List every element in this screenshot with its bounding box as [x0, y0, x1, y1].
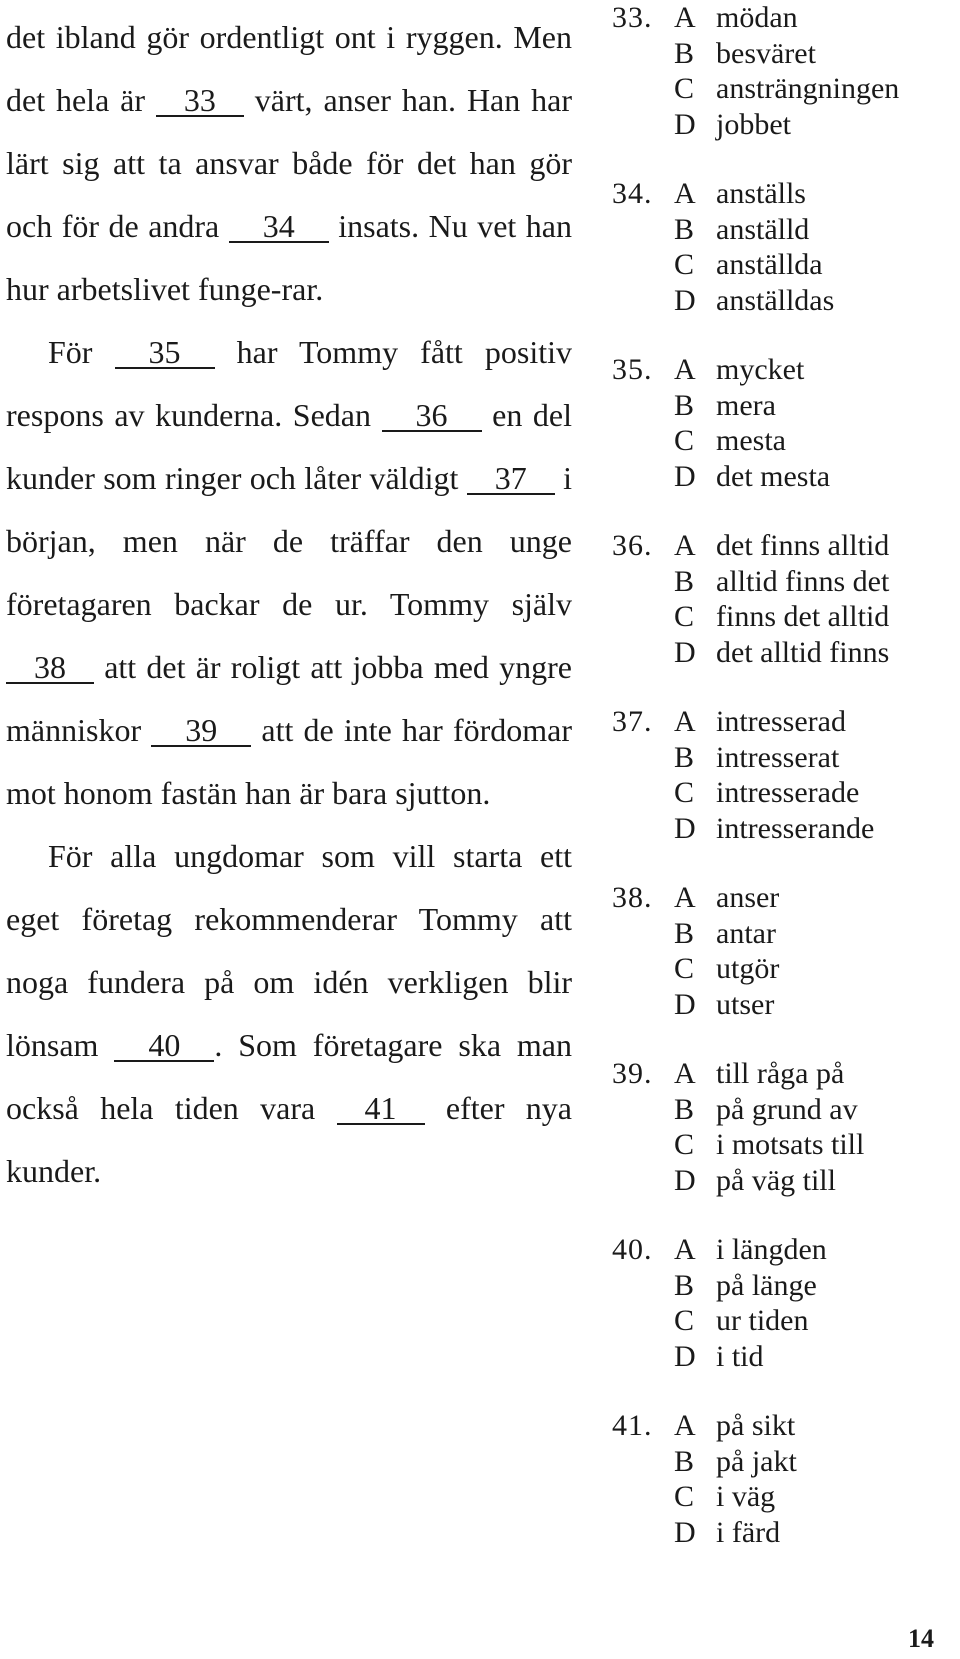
- option-text: jobbet: [716, 107, 791, 141]
- question-block: [612, 1056, 952, 1198]
- option-letter: A: [674, 705, 696, 738]
- option-letter: B: [674, 564, 695, 598]
- option-text: på väg till: [716, 1163, 836, 1197]
- answer-option[interactable]: [612, 176, 952, 212]
- blank-41: 41: [337, 1093, 425, 1125]
- blank-37: 37: [467, 463, 555, 495]
- question-block: [612, 352, 952, 494]
- blank-39: 39: [151, 715, 251, 747]
- question-number-spacer: [612, 1444, 674, 1480]
- option-text: finns det alltid: [716, 600, 890, 633]
- question-number-spacer: [612, 987, 674, 1023]
- answer-option[interactable]: [612, 459, 952, 495]
- passage-text-segment: en del kunder som ringer och låter väldigt: [6, 397, 572, 496]
- passage-text: [6, 6, 572, 1203]
- option-text: antar: [716, 916, 776, 950]
- question-number: 33.: [612, 1, 653, 34]
- question-number-spacer: [612, 1339, 674, 1375]
- option-text: i tid: [716, 1339, 764, 1373]
- question-number: 39.: [612, 1057, 653, 1090]
- answer-option[interactable]: [612, 775, 952, 811]
- question-number-spacer: [612, 635, 674, 671]
- answer-option[interactable]: [612, 1408, 952, 1444]
- option-letter: D: [674, 987, 696, 1021]
- option-text: utser: [716, 987, 775, 1021]
- option-text: i längden: [716, 1233, 827, 1266]
- question-number-spacer: [612, 1303, 674, 1339]
- question-block: [612, 880, 952, 1022]
- question-number-spacer: [612, 775, 674, 811]
- answer-option[interactable]: [612, 1268, 952, 1304]
- answer-option[interactable]: [612, 1444, 952, 1480]
- question-block: [612, 1232, 952, 1374]
- passage-text-segment: värt, anser han. Han har lärt sig att ta ansvar både för det han gör och för de andra: [6, 82, 573, 244]
- option-text: mera: [716, 388, 776, 422]
- question-number-spacer: [612, 36, 674, 72]
- option-text: på sikt: [716, 1409, 796, 1442]
- option-text: anställd: [716, 212, 810, 246]
- answer-option[interactable]: [612, 212, 952, 248]
- option-letter: D: [674, 459, 696, 493]
- option-text: ur tiden: [716, 1304, 809, 1337]
- question-number-spacer: [612, 1163, 674, 1199]
- option-text: alltid finns det: [716, 564, 890, 598]
- answer-option[interactable]: [612, 635, 952, 671]
- question-number-spacer: [612, 107, 674, 143]
- question-number-spacer: [612, 283, 674, 319]
- answer-option[interactable]: [612, 247, 952, 283]
- option-text: i väg: [716, 1480, 776, 1513]
- paragraph-3: [6, 825, 572, 1203]
- question-number-spacer: [612, 388, 674, 424]
- answer-option[interactable]: [612, 0, 952, 36]
- option-letter: B: [674, 1444, 695, 1478]
- passage-text-segment: att de inte har fördomar mot honom fastän han är bara sjutton.: [6, 712, 573, 811]
- option-text: det finns alltid: [716, 529, 890, 562]
- option-letter: D: [674, 1515, 696, 1549]
- question-number-spacer: [612, 459, 674, 495]
- answer-option[interactable]: [612, 1515, 952, 1551]
- question-number: 41.: [612, 1409, 653, 1442]
- option-text: det alltid finns: [716, 635, 890, 669]
- answer-option[interactable]: [612, 880, 952, 916]
- option-text: i färd: [716, 1515, 781, 1549]
- answer-option[interactable]: [612, 1056, 952, 1092]
- blank-35: 35: [115, 337, 215, 369]
- answer-option[interactable]: [612, 352, 952, 388]
- passage-text-segment: . Som företagare ska man också hela tiden vara: [6, 1027, 572, 1126]
- option-letter: D: [674, 1339, 696, 1373]
- option-text: intresserande: [716, 811, 875, 845]
- option-letter: B: [674, 1268, 695, 1302]
- option-letter: D: [674, 283, 696, 317]
- question-number-spacer: [612, 247, 674, 283]
- page-number: 14: [908, 1624, 934, 1653]
- option-text: mesta: [716, 424, 786, 457]
- option-letter: A: [674, 1057, 696, 1090]
- option-text: det mesta: [716, 459, 831, 493]
- answer-option[interactable]: [612, 71, 952, 107]
- option-letter: C: [674, 952, 695, 985]
- answer-option[interactable]: [612, 704, 952, 740]
- blank-33: 33: [156, 85, 244, 117]
- question-number-spacer: [612, 1127, 674, 1163]
- answer-option[interactable]: [612, 564, 952, 600]
- option-letter: B: [674, 1092, 695, 1126]
- question-number-spacer: [612, 212, 674, 248]
- answer-option[interactable]: [612, 36, 952, 72]
- answer-option[interactable]: [612, 740, 952, 776]
- passage-text-segment: i början, men när de träffar den unge företagaren backar de ur. Tommy själv: [6, 460, 573, 622]
- question-number-spacer: [612, 1268, 674, 1304]
- option-letter: A: [674, 177, 696, 210]
- option-letter: C: [674, 1304, 695, 1337]
- passage-text-segment: insats. Nu vet han hur arbetslivet funge-rar.: [6, 208, 573, 307]
- answer-option[interactable]: [612, 916, 952, 952]
- answer-option[interactable]: [612, 599, 952, 635]
- passage-text-segment: har Tommy fått positiv respons av kunderna. Sedan: [6, 334, 573, 433]
- option-text: ansträngningen: [716, 72, 900, 105]
- option-letter: C: [674, 1128, 695, 1161]
- option-text: anställs: [716, 177, 806, 210]
- answer-option[interactable]: [612, 1127, 952, 1163]
- question-number-spacer: [612, 1092, 674, 1128]
- option-text: på jakt: [716, 1444, 797, 1478]
- option-text: anställdas: [716, 283, 835, 317]
- option-text: mödan: [716, 1, 798, 34]
- passage-text-segment: det ibland gör ordentligt ont i ryggen. Men det hela är: [6, 19, 572, 118]
- option-text: utgör: [716, 952, 780, 985]
- option-text: till råga på: [716, 1057, 845, 1090]
- question-number-spacer: [612, 599, 674, 635]
- blank-34: 34: [229, 211, 329, 243]
- option-letter: C: [674, 248, 695, 281]
- question-number: 37.: [612, 705, 653, 738]
- answer-option[interactable]: [612, 107, 952, 143]
- passage-text-segment: efter nya kunder.: [6, 1090, 573, 1189]
- answer-option[interactable]: [612, 1339, 952, 1375]
- answer-option[interactable]: [612, 283, 952, 319]
- question-block: [612, 528, 952, 670]
- option-letter: D: [674, 1163, 696, 1197]
- option-letter: A: [674, 1, 696, 34]
- option-text: anser: [716, 881, 780, 914]
- question-block: [612, 1408, 952, 1550]
- option-text: intresserade: [716, 776, 860, 809]
- answer-option[interactable]: [612, 1232, 952, 1268]
- option-letter: A: [674, 1409, 696, 1442]
- option-letter: A: [674, 529, 696, 562]
- question-block: [612, 704, 952, 846]
- question-number: 40.: [612, 1233, 653, 1266]
- answer-option[interactable]: [612, 987, 952, 1023]
- question-number: 34.: [612, 177, 653, 210]
- answer-option[interactable]: [612, 1303, 952, 1339]
- paragraph-1: [6, 6, 572, 321]
- option-text: intresserat: [716, 740, 840, 774]
- question-number-spacer: [612, 811, 674, 847]
- blank-36: 36: [382, 400, 482, 432]
- option-letter: D: [674, 107, 696, 141]
- paragraph-2: [6, 321, 572, 825]
- answer-options-column: [612, 0, 952, 1584]
- question-number: 35.: [612, 353, 653, 386]
- option-text: på länge: [716, 1268, 817, 1302]
- question-number-spacer: [612, 740, 674, 776]
- answer-option[interactable]: [612, 1479, 952, 1515]
- answer-option[interactable]: [612, 811, 952, 847]
- option-letter: D: [674, 811, 696, 845]
- question-number-spacer: [612, 423, 674, 459]
- question-number: 38.: [612, 881, 653, 914]
- question-number-spacer: [612, 1515, 674, 1551]
- option-letter: B: [674, 36, 695, 70]
- answer-option[interactable]: [612, 423, 952, 459]
- option-text: besväret: [716, 36, 816, 70]
- option-letter: C: [674, 600, 695, 633]
- answer-option[interactable]: [612, 1163, 952, 1199]
- option-letter: A: [674, 353, 696, 386]
- option-letter: C: [674, 776, 695, 809]
- question-number-spacer: [612, 951, 674, 987]
- answer-option[interactable]: [612, 528, 952, 564]
- question-number-spacer: [612, 916, 674, 952]
- option-letter: A: [674, 1233, 696, 1266]
- option-letter: B: [674, 212, 695, 246]
- question-block: [612, 176, 952, 318]
- blank-40: 40: [114, 1030, 214, 1062]
- option-letter: C: [674, 72, 695, 105]
- answer-option[interactable]: [612, 388, 952, 424]
- option-text: intresserad: [716, 705, 846, 738]
- passage-text-segment: att det är roligt att jobba med yngre människor: [6, 649, 572, 748]
- option-letter: B: [674, 740, 695, 774]
- blank-38: 38: [6, 652, 94, 684]
- passage-text-segment: För alla ungdomar som vill starta ett eget företag rekommenderar Tommy att noga fundera på om idén verkligen blir lönsam: [6, 838, 572, 1063]
- option-letter: D: [674, 635, 696, 669]
- option-text: på grund av: [716, 1092, 858, 1126]
- question-number-spacer: [612, 564, 674, 600]
- question-number-spacer: [612, 1479, 674, 1515]
- option-letter: A: [674, 881, 696, 914]
- answer-option[interactable]: [612, 951, 952, 987]
- option-letter: C: [674, 424, 695, 457]
- question-number-spacer: [612, 71, 674, 107]
- option-letter: C: [674, 1480, 695, 1513]
- question-number: 36.: [612, 529, 653, 562]
- question-block: [612, 0, 952, 142]
- option-text: mycket: [716, 353, 805, 386]
- option-text: i motsats till: [716, 1128, 865, 1161]
- option-text: anställda: [716, 248, 823, 281]
- option-letter: B: [674, 388, 695, 422]
- passage-text-segment: För: [48, 334, 115, 370]
- option-letter: B: [674, 916, 695, 950]
- answer-option[interactable]: [612, 1092, 952, 1128]
